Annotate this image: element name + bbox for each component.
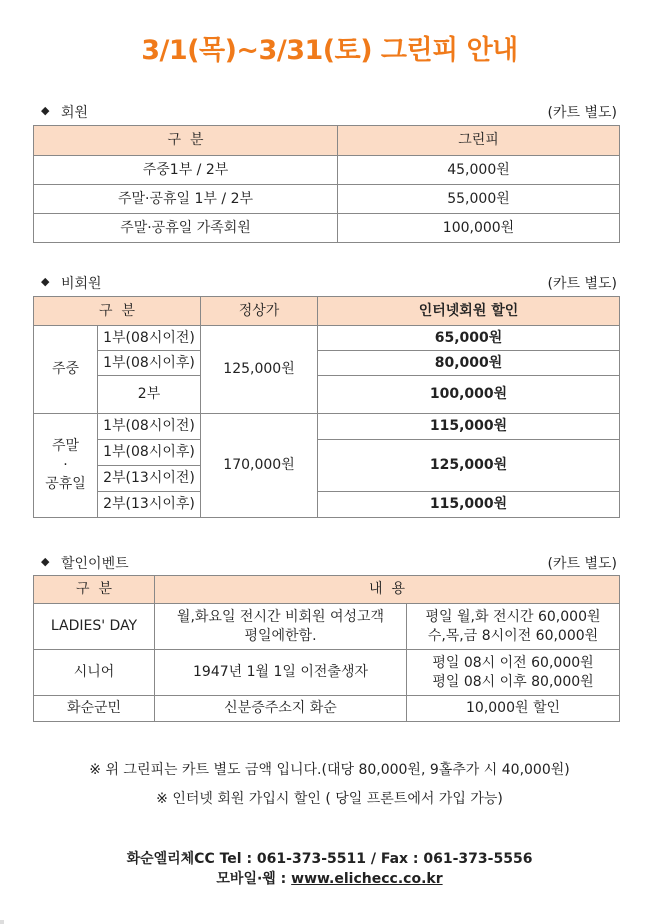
page-title: 3/1(목)~3/31(토) 그린피 안내	[141, 35, 518, 66]
nonmembers-label: 비회원	[61, 276, 102, 292]
fee-cell: 55,000원	[338, 185, 620, 214]
condition-line: 평일에한함.	[244, 627, 317, 644]
table-header-row	[34, 576, 620, 604]
table-row	[34, 214, 620, 243]
diamond-bullet-icon: ◆	[41, 555, 50, 568]
event-name-cell: 시니어	[34, 650, 155, 696]
event-condition-cell	[155, 604, 407, 650]
event-price-cell: 10,000원 할인	[407, 696, 620, 722]
weekend-group-cell	[34, 414, 98, 518]
diamond-bullet-icon: ◆	[41, 275, 50, 288]
time-part-cell: 2부(13시이전)	[98, 466, 201, 492]
discount-price-cell: 115,000원	[318, 414, 620, 440]
discount-price-cell: 100,000원	[318, 376, 620, 414]
col-header-category: 구 분	[34, 297, 201, 326]
events-table	[33, 575, 620, 722]
category-cell: 주중1부 / 2부	[34, 156, 338, 185]
members-fee-table	[33, 125, 620, 243]
table-header-row	[34, 126, 620, 156]
time-part-cell: 1부(08시이후)	[98, 440, 201, 466]
price-line: 평일 08시 이전 60,000원	[432, 654, 594, 671]
time-part-cell: 2부(13시이후)	[98, 492, 201, 518]
members-section-header	[33, 102, 619, 124]
nonmembers-cart-note: (카트 별도)	[547, 276, 617, 292]
contact-info: 화순엘리체CC Tel : 061-373-5511 / Fax : 061-373-5556	[126, 851, 533, 867]
nonmembers-fee-table	[33, 296, 620, 518]
time-part-cell: 2부	[98, 376, 201, 414]
events-label: 할인이벤트	[61, 556, 129, 572]
discount-price-cell: 80,000원	[318, 351, 620, 376]
table-row	[34, 414, 620, 440]
event-condition-cell: 신분증주소지 화순	[155, 696, 407, 722]
col-header-regular-price: 정상가	[201, 297, 318, 326]
table-header-row	[34, 297, 620, 326]
weekday-regular-price-cell: 125,000원	[201, 326, 318, 414]
weekend-group-line: 공휴일	[45, 476, 86, 492]
weekend-group-line: ·	[63, 457, 68, 473]
cart-fee-note: ※ 위 그린피는 카트 별도 금액 입니다.(대당 80,000원, 9홀추가 시 40,000원)	[89, 762, 570, 778]
discount-price-cell: 65,000원	[318, 326, 620, 351]
price-line: 평일 08시 이후 80,000원	[432, 673, 594, 690]
diamond-bullet-icon: ◆	[41, 104, 50, 117]
weekday-group-cell: 주중	[34, 326, 98, 414]
event-name-cell: 화순군민	[34, 696, 155, 722]
web-label: 모바일·웹 :	[216, 871, 292, 887]
members-label: 회원	[61, 105, 89, 121]
col-header-greenfee: 그린피	[338, 126, 620, 156]
fee-cell: 100,000원	[338, 214, 620, 243]
events-section-header	[33, 553, 619, 575]
website-link[interactable]: www.elichecc.co.kr	[291, 871, 443, 887]
price-line: 평일 월,화 전시간 60,000원	[425, 608, 601, 625]
event-price-cell	[407, 604, 620, 650]
table-row	[34, 650, 620, 696]
event-price-cell	[407, 650, 620, 696]
time-part-cell: 1부(08시이전)	[98, 326, 201, 351]
table-row	[34, 185, 620, 214]
web-info	[0, 868, 659, 888]
event-condition-cell: 1947년 1월 1일 이전출생자	[155, 650, 407, 696]
page-corner-mark	[0, 920, 4, 924]
weekend-group-line: 주말	[51, 438, 80, 454]
col-header-internet-discount: 인터넷회원 할인	[318, 297, 620, 326]
table-row	[34, 492, 620, 518]
table-row	[34, 351, 620, 376]
nonmembers-section-header	[33, 273, 619, 295]
table-row	[34, 604, 620, 650]
members-cart-note: (카트 별도)	[547, 105, 617, 121]
discount-price-cell: 125,000원	[318, 440, 620, 492]
internet-member-note: ※ 인터넷 회원 가입시 할인 ( 당일 프론트에서 가입 가능)	[156, 791, 503, 807]
category-cell: 주말·공휴일 가족회원	[34, 214, 338, 243]
table-row	[34, 440, 620, 466]
col-header-category: 구 분	[34, 126, 338, 156]
price-line: 수,목,금 8시이전 60,000원	[427, 627, 599, 644]
table-row	[34, 326, 620, 351]
col-header-content: 내 용	[155, 576, 620, 604]
weekend-regular-price-cell: 170,000원	[201, 414, 318, 518]
table-row	[34, 156, 620, 185]
time-part-cell: 1부(08시이전)	[98, 414, 201, 440]
fee-cell: 45,000원	[338, 156, 620, 185]
table-row	[34, 696, 620, 722]
col-header-category: 구 분	[34, 576, 155, 604]
events-cart-note: (카트 별도)	[547, 556, 617, 572]
category-cell: 주말·공휴일 1부 / 2부	[34, 185, 338, 214]
discount-price-cell: 115,000원	[318, 492, 620, 518]
event-name-cell: LADIES' DAY	[34, 604, 155, 650]
time-part-cell: 1부(08시이후)	[98, 351, 201, 376]
condition-line: 월,화요일 전시간 비회원 여성고객	[176, 608, 385, 625]
table-row	[34, 376, 620, 414]
